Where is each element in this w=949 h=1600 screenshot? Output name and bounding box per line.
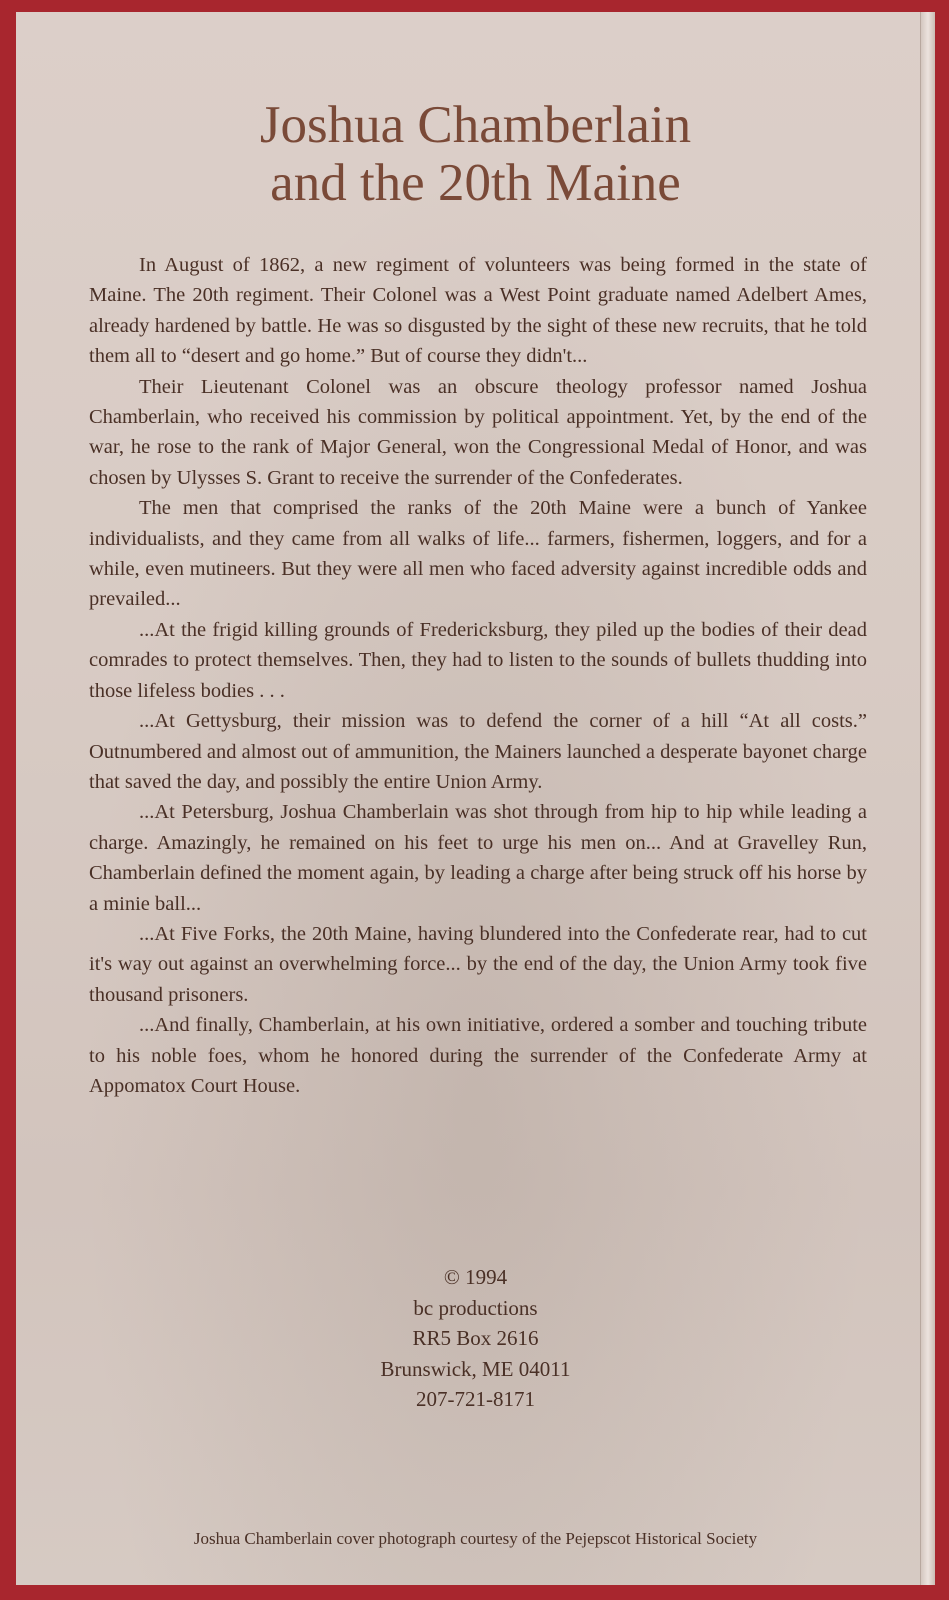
title-line-2: and the 20th Maine [270, 154, 681, 212]
company-name: bc productions [413, 1295, 538, 1320]
publisher-info [16, 1262, 935, 1415]
paragraph: Their Lieutenant Colonel was an obscure theology professor named Joshua Chamberlain, who received his commission by political appointment. Yet, by the end of the war, he rose to the rank of Major General, won the Congressional Medal of Honor, and was chosen by Ulysses S. Grant to receive the surrender of the Confederates. [89, 375, 867, 489]
paragraph: ...At Gettysburg, their mission was to defend the corner of a hill “At all costs.” Outnumbered and almost out of ammunition, the Mainers launched a desperate bayonet charge that saved the day, and possibly the entire Union Army. [89, 710, 867, 793]
paragraph: ...At Petersburg, Joshua Chamberlain was shot through from hip to hip while leading a charge. Amazingly, he remained on his feet to urge his men on... And at Gravelley Run, Chamberlain defined the moment again, by leading a charge after being struck off his horse by a minie ball... [89, 801, 867, 915]
paragraph: ...At the frigid killing grounds of Fredericksburg, they piled up the bodies of their dead comrades to protect themselves. Then, they had to listen to the sounds of bullets thudding into those lifeless bodies . . . [89, 618, 867, 702]
title-line-1: Joshua Chamberlain [259, 96, 692, 154]
paragraph: The men that comprised the ranks of the 20th Maine were a bunch of Yankee individualists, and they came from all walks of life... farmers, fishermen, loggers, and for a while, even mutineers. But they were all men who faced adversity against incredible odds and prevailed... [89, 497, 867, 611]
phone-number: 207-721-8171 [416, 1387, 535, 1411]
liner-card [16, 12, 935, 1585]
address-line-1: RR5 Box 2616 [412, 1326, 539, 1350]
photo-credit: Joshua Chamberlain cover photograph courtesy of the Pejepscot Historical Society [193, 1529, 758, 1548]
body-text [89, 250, 867, 1101]
copyright: © 1994 [443, 1265, 508, 1289]
paragraph: In August of 1862, a new regiment of volunteers was being formed in the state of Maine. The 20th regiment. Their Colonel was a West Point graduate named Adelbert Ames, already hardened by battle. He was so disgusted by the sight of these new recruits, that he told them all to “desert and go home.” But of course they didn't... [89, 254, 867, 368]
paragraph: ...And finally, Chamberlain, at his own initiative, ordered a somber and touching tribute to his noble foes, whom he honored during the surrender of the Confederate Army at Appomatox Court House. [89, 1014, 867, 1097]
paragraph: ...At Five Forks, the 20th Maine, having blundered into the Confederate rear, had to cut it's way out against an overwhelming force... by the end of the day, the Union Army took five thousand prisoners. [89, 922, 867, 1006]
address-line-2: Brunswick, ME 04011 [380, 1356, 571, 1381]
page-title [16, 96, 935, 212]
